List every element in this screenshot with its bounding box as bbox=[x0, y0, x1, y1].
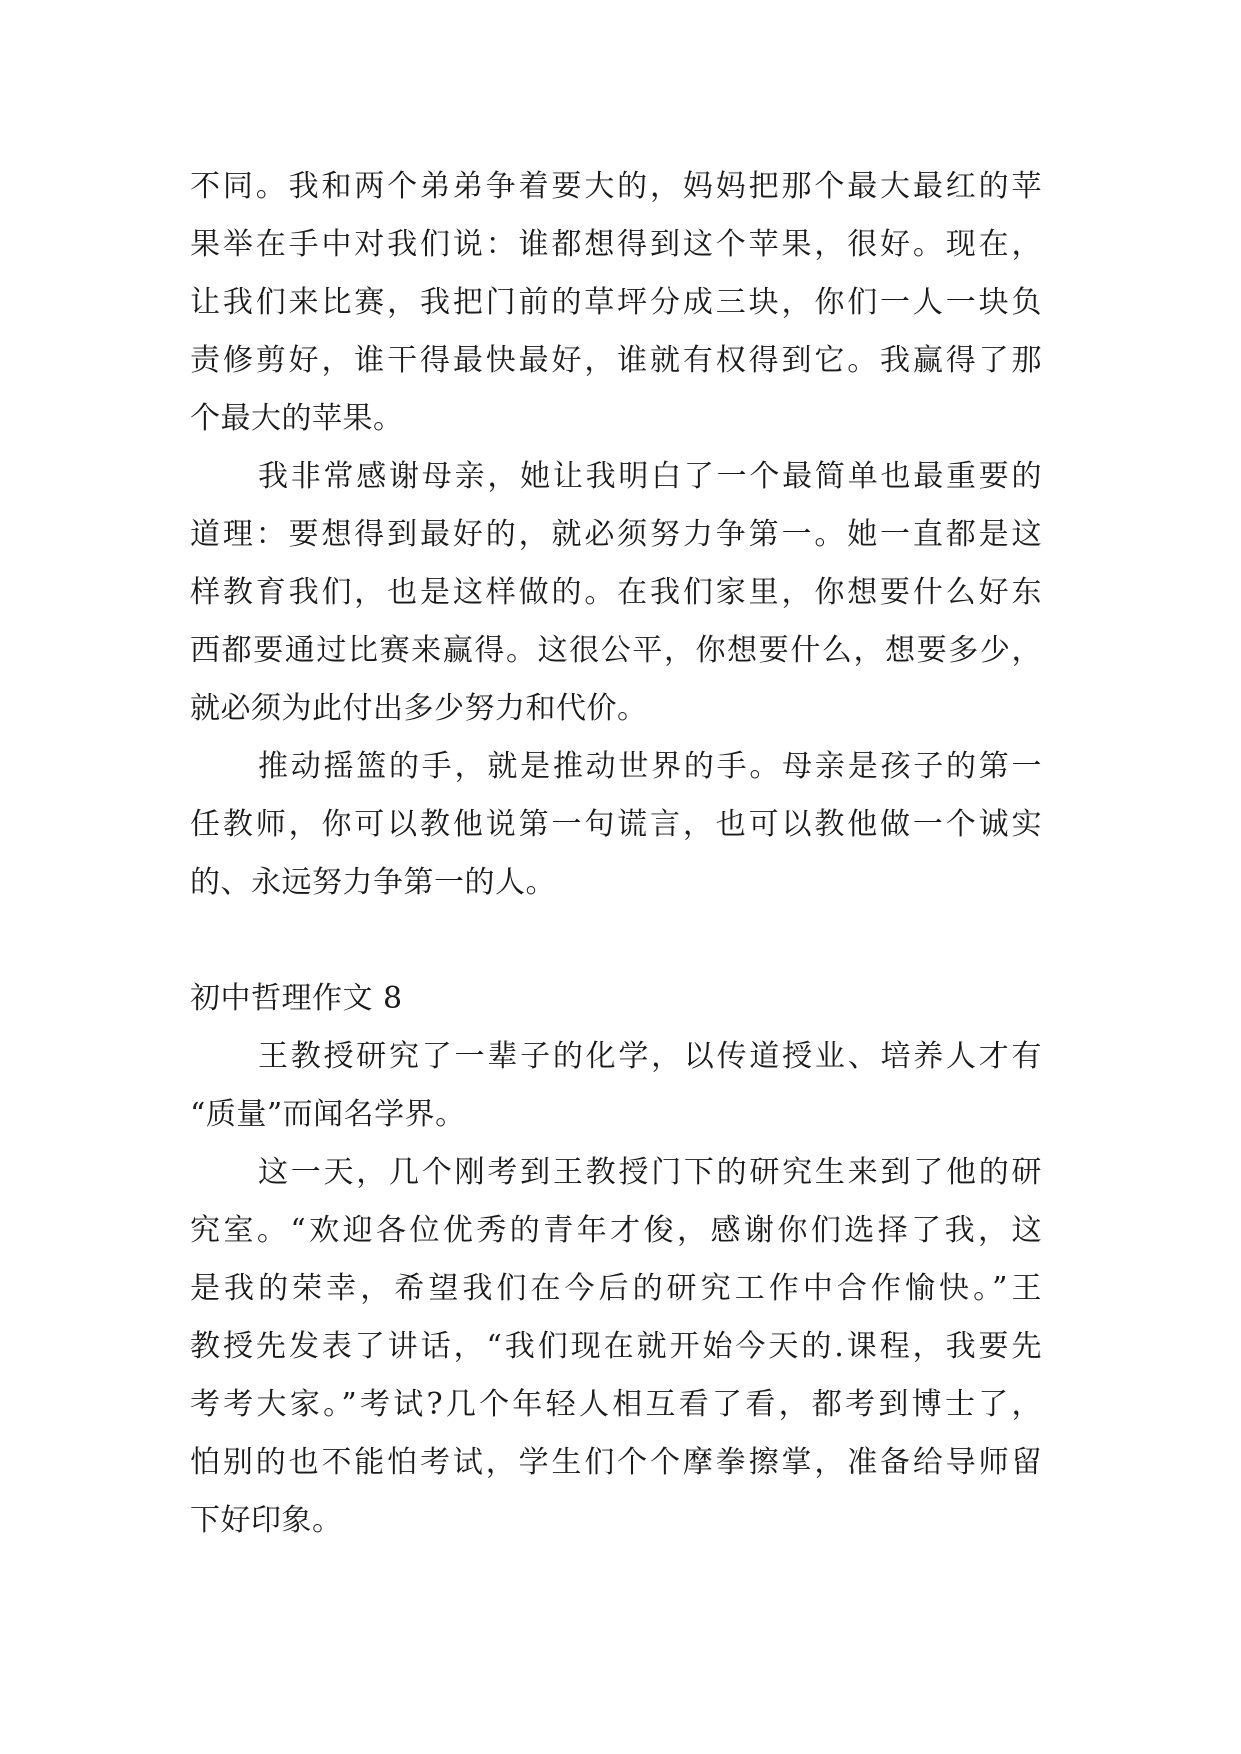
text-line: 就必须为此付出多少努力和代价。 bbox=[190, 691, 648, 726]
text-line: 责修剪好，谁干得最快最好，谁就有权得到它。我赢得了那 bbox=[190, 343, 1042, 378]
text-line: 不同。我和两个弟弟争着要大的，妈妈把那个最大最红的苹 bbox=[190, 169, 1042, 204]
text-line: 下好印象。 bbox=[190, 1503, 343, 1538]
text-line: 任教师，你可以教他说第一句谎言，也可以教他做一个诚实 bbox=[190, 807, 1042, 842]
paragraph-continued bbox=[190, 158, 1042, 448]
text-line: 我非常感谢母亲，她让我明白了一个最简单也最重要的 bbox=[258, 459, 1042, 494]
text-line: 道理：要想得到最好的，就必须努力争第一。她一直都是这 bbox=[190, 517, 1042, 552]
text-line: 推动摇篮的手，就是推动世界的手。母亲是孩子的第一 bbox=[258, 749, 1042, 784]
paragraph-students-arrive bbox=[190, 1144, 1042, 1550]
paragraph-gratitude bbox=[190, 448, 1042, 738]
text-line: 是我的荣幸，希望我们在今后的研究工作中合作愉快。”王 bbox=[190, 1271, 1042, 1306]
text-line: 西都要通过比赛来赢得。这很公平，你想要什么，想要多少， bbox=[190, 633, 1042, 668]
text-line: 这一天，几个刚考到王教授门下的研究生来到了他的研 bbox=[258, 1155, 1042, 1190]
text-line: 究室。“欢迎各位优秀的青年才俊，感谢你们选择了我，这 bbox=[190, 1213, 1042, 1248]
section-title: 初中哲理作文 8 bbox=[190, 981, 403, 1016]
text-line: “质量”而闻名学界。 bbox=[190, 1097, 466, 1132]
text-line: 怕别的也不能怕考试，学生们个个摩拳擦掌，准备给导师留 bbox=[190, 1445, 1042, 1480]
text-line: 个最大的苹果。 bbox=[190, 401, 404, 436]
text-line: 让我们来比赛，我把门前的草坪分成三块，你们一人一块负 bbox=[190, 285, 1042, 320]
text-line: 王教授研究了一辈子的化学，以传道授业、培养人才有 bbox=[258, 1039, 1042, 1074]
paragraph-professor-intro bbox=[190, 1028, 1042, 1144]
text-line: 考考大家。”考试?几个年轻人相互看了看，都考到博士了， bbox=[190, 1387, 1042, 1422]
document-body bbox=[190, 158, 1042, 1550]
text-line: 的、永远努力争第一的人。 bbox=[190, 865, 556, 900]
text-line: 样教育我们，也是这样做的。在我们家里，你想要什么好东 bbox=[190, 575, 1042, 610]
section-gap bbox=[190, 912, 1042, 970]
text-line: 教授先发表了讲话，“我们现在就开始今天的.课程，我要先 bbox=[190, 1329, 1042, 1364]
text-line: 果举在手中对我们说：谁都想得到这个苹果，很好。现在， bbox=[190, 227, 1042, 262]
paragraph-conclusion bbox=[190, 738, 1042, 912]
